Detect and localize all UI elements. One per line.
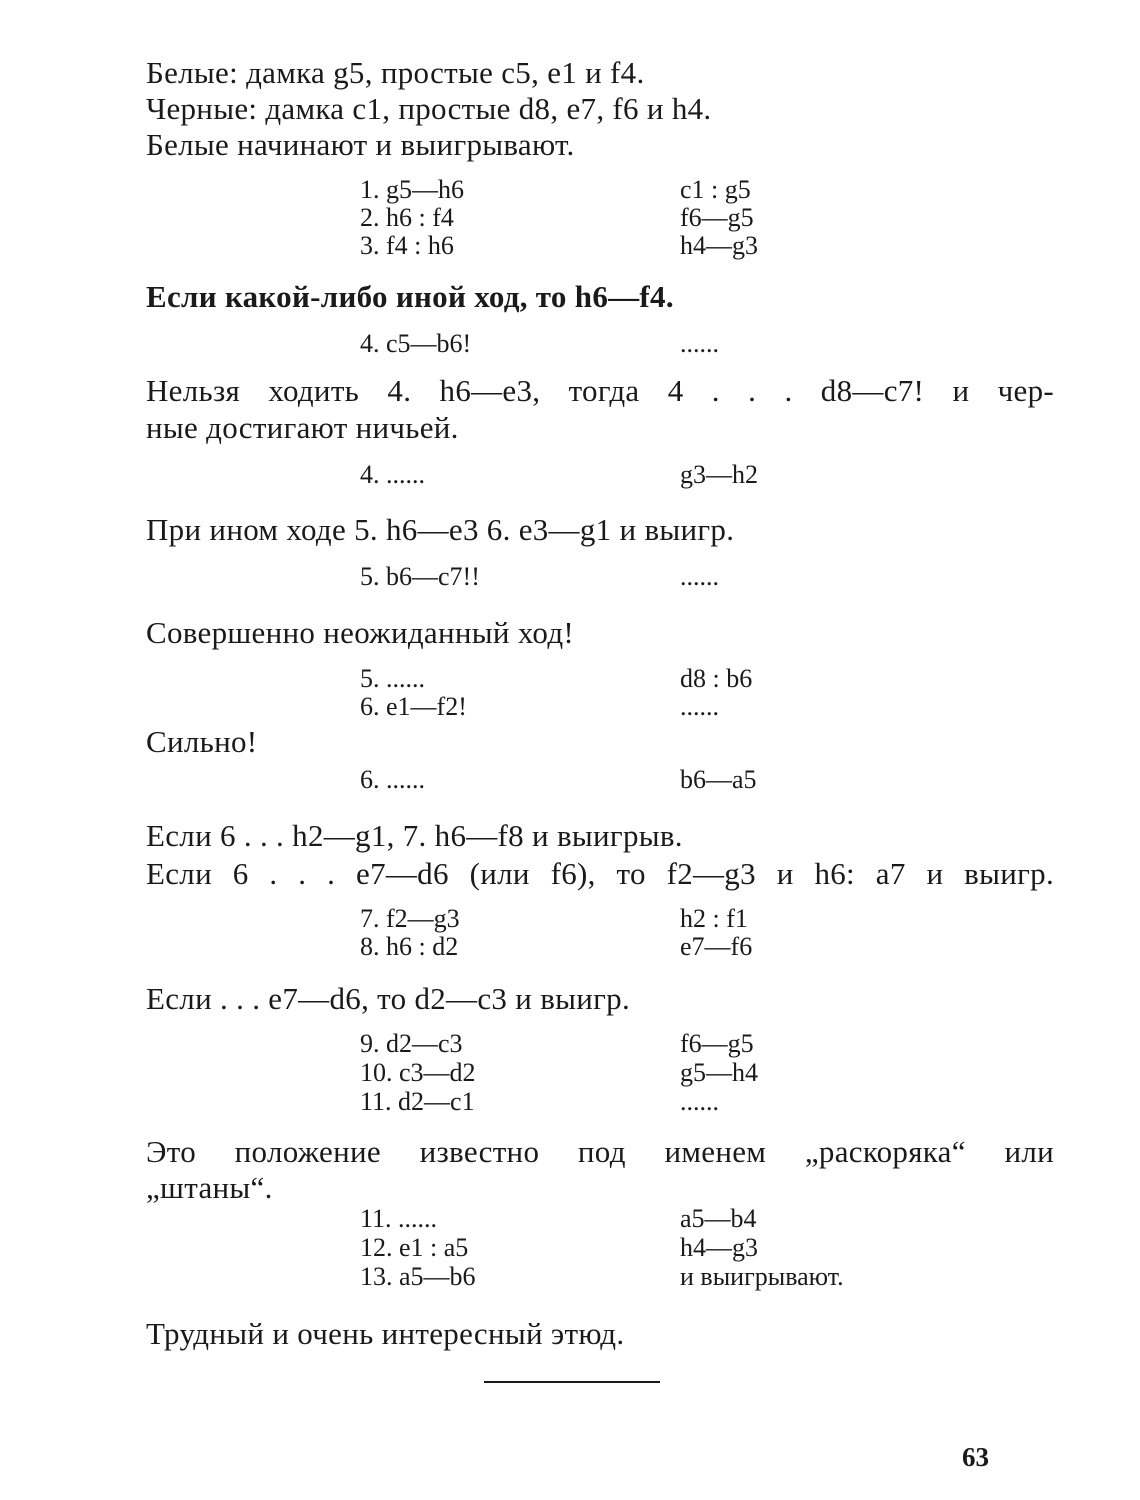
comment: Нельзя ходить 4. h6—e3, тогда 4 . . . d8—c7! и чер- — [146, 373, 1054, 408]
move-white: 4. c5—b6! — [360, 329, 472, 358]
move-black: h4—g3 — [680, 1233, 758, 1262]
move-white: 12. e1 : a5 — [360, 1233, 469, 1262]
move-white: 2. h6 : f4 — [360, 203, 454, 232]
position-black: Черные: дамка c1, простые d8, e7, f6 и h4. — [146, 91, 712, 126]
move-black: d8 : b6 — [680, 664, 753, 693]
move-black: c1 : g5 — [680, 175, 751, 204]
move-white: 5. ...... — [360, 664, 425, 693]
move-black: e7—f6 — [680, 932, 753, 961]
task-statement: Белые начинают и выигрывают. — [146, 127, 575, 162]
comment: При ином ходе 5. h6—e3 6. e3—g1 и выигр. — [146, 512, 735, 547]
move-black: f6—g5 — [680, 1029, 754, 1058]
section-divider — [484, 1381, 660, 1383]
comment: Если какой-либо иной ход, то h6—f4. — [146, 279, 674, 314]
move-white: 11. d2—c1 — [360, 1087, 475, 1116]
comment: Это положение известно под именем „раскоряка“ или — [146, 1134, 1054, 1169]
comment: Сильно! — [146, 724, 258, 759]
comment: Если 6 . . . h2—g1, 7. h6—f8 и выигрыв. — [146, 818, 683, 853]
move-black: h4—g3 — [680, 231, 758, 260]
closing-remark: Трудный и очень интересный этюд. — [146, 1316, 625, 1351]
position-white: Белые: дамка g5, простые c5, e1 и f4. — [146, 55, 645, 90]
move-black: ...... — [680, 329, 719, 358]
move-white: 6. e1—f2! — [360, 692, 467, 721]
move-white: 11. ...... — [360, 1204, 438, 1233]
comment: Если . . . e7—d6, то d2—c3 и выигр. — [146, 981, 631, 1016]
comment: Если 6 . . . e7—d6 (или f6), то f2—g3 и h6: a7 и выигр. — [146, 856, 1054, 891]
comment: Совершенно неожиданный ход! — [146, 615, 575, 650]
move-black: и выигрывают. — [680, 1262, 844, 1291]
move-white: 10. c3—d2 — [360, 1058, 476, 1087]
comment-continuation: „штаны“. — [146, 1170, 273, 1205]
move-white: 1. g5—h6 — [360, 175, 464, 204]
move-black: a5—b4 — [680, 1204, 757, 1233]
move-white: 4. ...... — [360, 460, 425, 489]
page-number: 63 — [962, 1442, 989, 1472]
move-white: 9. d2—c3 — [360, 1029, 463, 1058]
move-white: 3. f4 : h6 — [360, 231, 454, 260]
move-white: 5. b6—c7!! — [360, 562, 480, 591]
move-black: ...... — [680, 562, 719, 591]
move-white: 13. a5—b6 — [360, 1262, 476, 1291]
move-white: 6. ...... — [360, 765, 425, 794]
comment-continuation: ные достигают ничьей. — [146, 410, 459, 445]
move-black: h2 : f1 — [680, 904, 748, 933]
move-white: 7. f2—g3 — [360, 904, 460, 933]
move-black: ...... — [680, 1087, 719, 1116]
move-black: ...... — [680, 692, 719, 721]
move-black: g5—h4 — [680, 1058, 758, 1087]
move-white: 8. h6 : d2 — [360, 932, 459, 961]
move-black: g3—h2 — [680, 460, 758, 489]
move-black: b6—a5 — [680, 765, 757, 794]
move-black: f6—g5 — [680, 203, 754, 232]
